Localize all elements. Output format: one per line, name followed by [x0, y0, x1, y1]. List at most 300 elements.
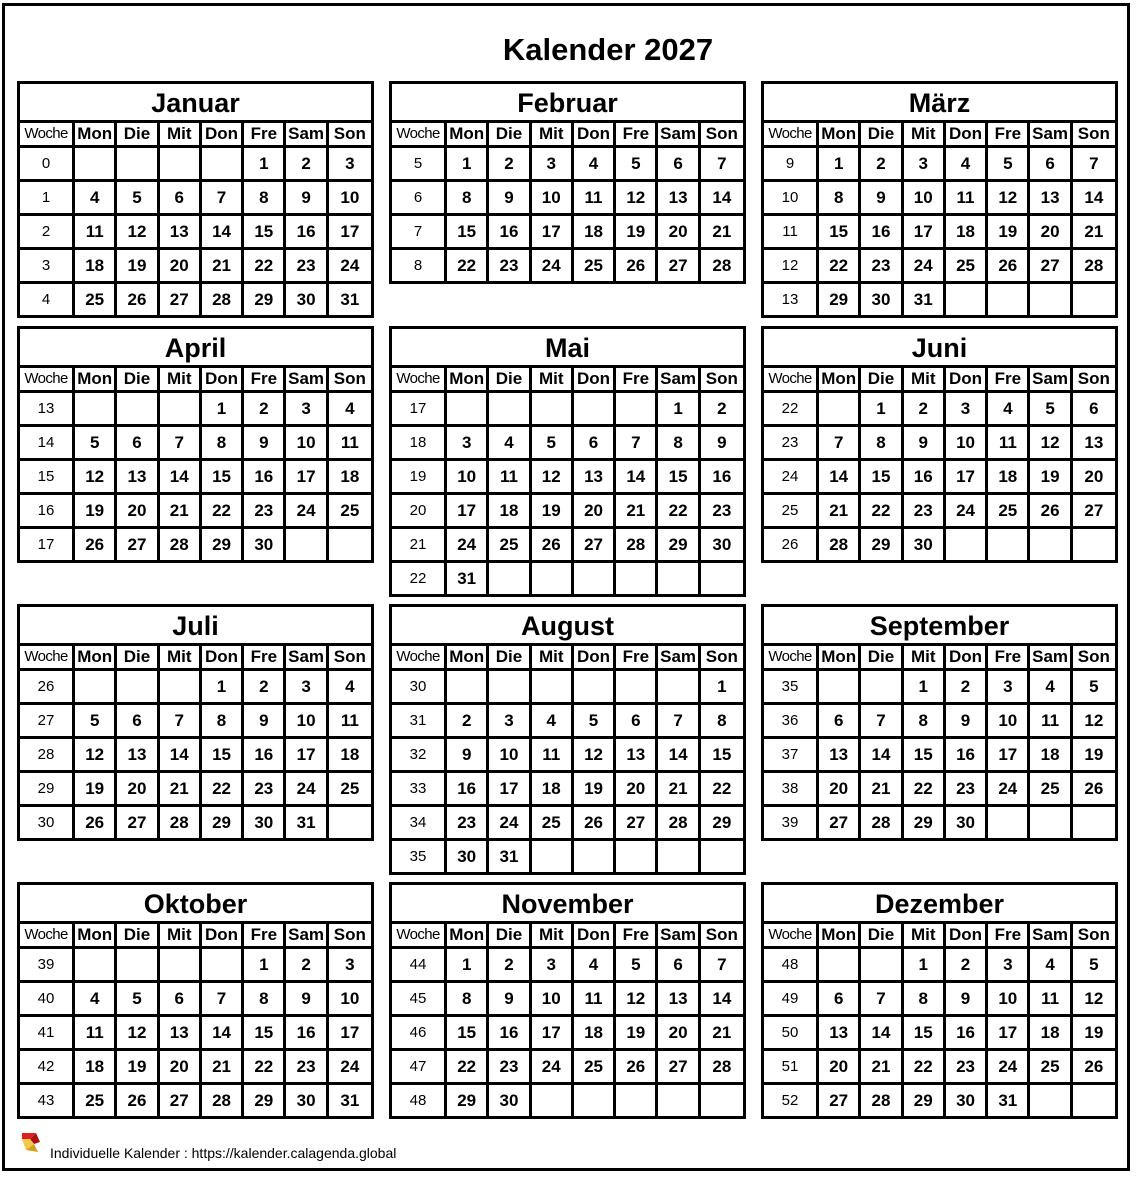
week-row	[392, 247, 743, 281]
day-cell: 12	[616, 983, 658, 1014]
week-row	[392, 1048, 743, 1082]
day-cell: 19	[75, 773, 117, 804]
week-number: 39	[764, 807, 819, 838]
week-row	[764, 1048, 1115, 1082]
day-cell: 30	[286, 284, 328, 315]
day-cell: 30	[286, 1085, 328, 1116]
week-number: 15	[20, 461, 75, 492]
day-cell	[160, 148, 202, 179]
week-number: 6	[392, 182, 447, 213]
day-cell: 4	[345, 399, 355, 418]
day-cell: 18	[489, 495, 531, 526]
month-name: Januar	[20, 84, 371, 123]
weekday-header	[392, 924, 743, 946]
weekday-label: Son	[333, 369, 366, 388]
day-cell: 11	[574, 182, 616, 213]
day-cell: 11	[532, 739, 574, 770]
day-cell: 21	[861, 1051, 903, 1082]
weekday-header	[20, 646, 371, 668]
day-cell: 18	[532, 773, 574, 804]
weekday-label: Fre	[244, 646, 286, 668]
weekday-header	[764, 646, 1115, 668]
week-column-label: Woche	[392, 368, 447, 390]
day-cell	[701, 1085, 743, 1116]
week-row	[392, 390, 743, 424]
weekday-label: Don	[946, 924, 988, 946]
day-cell	[1030, 1085, 1072, 1116]
day-cell: 2	[286, 148, 328, 179]
week-row	[392, 560, 743, 594]
week-row	[392, 980, 743, 1014]
week-row	[20, 1014, 371, 1048]
week-number: 11	[764, 216, 819, 247]
day-cell: 7	[202, 182, 244, 213]
day-cell	[946, 284, 988, 315]
week-column-label: Woche	[764, 368, 819, 390]
day-cell: 16	[286, 216, 328, 247]
weekday-header	[392, 646, 743, 668]
day-cell: 24	[988, 1051, 1030, 1082]
weekday-label: Fre	[244, 368, 286, 390]
day-cell: 14	[861, 1017, 903, 1048]
day-cell: 22	[202, 773, 244, 804]
weekday-label: Fre	[988, 646, 1030, 668]
day-cell	[329, 529, 371, 560]
week-row	[764, 281, 1115, 315]
day-cell: 17	[904, 216, 946, 247]
week-row	[764, 390, 1115, 424]
day-cell: 4	[75, 182, 117, 213]
weekday-label: Mit	[904, 368, 946, 390]
day-cell	[532, 671, 574, 702]
day-cell: 16	[904, 461, 946, 492]
day-cell: 1	[819, 148, 861, 179]
weekday-label: Fre	[616, 123, 658, 145]
day-cell: 12	[616, 182, 658, 213]
week-number: 32	[392, 739, 447, 770]
week-number: 8	[392, 250, 447, 281]
day-cell: 9	[904, 427, 946, 458]
weekday-label: Son	[1077, 369, 1110, 388]
day-cell	[616, 1085, 658, 1116]
day-cell	[160, 949, 202, 980]
day-cell: 13	[616, 739, 658, 770]
day-cell: 9	[286, 983, 328, 1014]
weekday-label: Die	[861, 123, 903, 145]
month-name: August	[392, 607, 743, 646]
day-cell: 12	[532, 461, 574, 492]
day-cell	[1073, 284, 1115, 315]
weekday-label: Die	[117, 924, 159, 946]
day-cell: 25	[574, 1051, 616, 1082]
week-row	[20, 458, 371, 492]
day-cell: 30	[946, 1085, 988, 1116]
day-cell: 20	[160, 1051, 202, 1082]
month-11	[389, 882, 746, 1119]
day-cell	[75, 671, 117, 702]
day-cell: 27	[160, 284, 202, 315]
day-cell: 9	[489, 182, 531, 213]
day-cell: 21	[616, 495, 658, 526]
month-name: September	[764, 607, 1115, 646]
weekday-label: Die	[117, 123, 159, 145]
day-cell	[988, 284, 1030, 315]
week-column-label: Woche	[20, 646, 75, 668]
day-cell: 20	[819, 1051, 861, 1082]
weekday-label: Fre	[244, 924, 286, 946]
day-cell: 1	[244, 949, 286, 980]
day-cell	[1030, 529, 1072, 560]
month-name: November	[392, 885, 743, 924]
month-1	[17, 81, 374, 318]
day-cell: 20	[1084, 467, 1104, 486]
day-cell	[574, 1085, 616, 1116]
day-cell: 24	[340, 1057, 360, 1076]
week-row	[20, 736, 371, 770]
week-number: 14	[20, 427, 75, 458]
day-cell: 5	[75, 705, 117, 736]
day-cell: 27	[160, 1085, 202, 1116]
day-cell: 18	[340, 467, 360, 486]
day-cell: 26	[1030, 495, 1072, 526]
day-cell	[75, 148, 117, 179]
day-cell: 10	[286, 427, 328, 458]
day-cell: 13	[160, 216, 202, 247]
day-cell: 29	[244, 284, 286, 315]
day-cell: 3	[946, 393, 988, 424]
weekday-header	[764, 123, 1115, 145]
day-cell: 2	[861, 148, 903, 179]
week-row	[764, 702, 1115, 736]
day-cell: 22	[447, 1051, 489, 1082]
day-cell	[75, 949, 117, 980]
day-cell: 11	[574, 983, 616, 1014]
week-row	[392, 804, 743, 838]
day-cell: 21	[861, 773, 903, 804]
week-row	[20, 804, 371, 838]
day-cell: 15	[244, 216, 286, 247]
day-cell: 3	[988, 949, 1030, 980]
week-number: 13	[764, 284, 819, 315]
month-10	[17, 882, 374, 1119]
day-cell: 13	[1084, 433, 1104, 452]
day-cell: 16	[489, 1017, 531, 1048]
day-cell: 27	[819, 1085, 861, 1116]
week-number: 35	[764, 671, 819, 702]
weekday-label: Mon	[447, 123, 489, 145]
month-name: April	[20, 329, 371, 368]
weekday-label: Mon	[75, 924, 117, 946]
weekday-label: Mit	[532, 924, 574, 946]
weekday-label: Sam	[286, 368, 328, 390]
day-cell: 21	[712, 222, 732, 241]
day-cell: 23	[244, 495, 286, 526]
day-cell: 26	[574, 807, 616, 838]
day-cell	[489, 393, 531, 424]
day-cell: 27	[1084, 501, 1104, 520]
day-cell: 3	[447, 427, 489, 458]
day-cell: 13	[658, 983, 700, 1014]
month-6	[761, 326, 1118, 563]
day-cell: 10	[340, 188, 360, 207]
week-number: 18	[392, 427, 447, 458]
day-cell: 12	[1030, 427, 1072, 458]
day-cell: 18	[75, 1051, 117, 1082]
week-number: 24	[764, 461, 819, 492]
week-number: 3	[20, 250, 75, 281]
day-cell: 21	[160, 495, 202, 526]
day-cell: 8	[861, 427, 903, 458]
month-5	[389, 326, 746, 597]
day-cell: 24	[988, 773, 1030, 804]
day-cell	[616, 393, 658, 424]
day-cell: 15	[904, 739, 946, 770]
day-cell: 24	[286, 495, 328, 526]
week-column-label: Woche	[20, 924, 75, 946]
day-cell: 9	[717, 433, 727, 452]
day-cell: 6	[616, 705, 658, 736]
day-cell: 19	[1084, 745, 1104, 764]
day-cell: 30	[244, 529, 286, 560]
day-cell: 1	[658, 393, 700, 424]
day-cell	[532, 563, 574, 594]
day-cell: 14	[1084, 188, 1104, 207]
day-cell: 23	[286, 250, 328, 281]
day-cell: 16	[712, 467, 732, 486]
day-cell: 13	[160, 1017, 202, 1048]
week-number: 44	[392, 949, 447, 980]
day-cell: 2	[447, 705, 489, 736]
day-cell: 14	[202, 216, 244, 247]
week-row	[392, 1014, 743, 1048]
day-cell: 14	[160, 461, 202, 492]
day-cell: 6	[574, 427, 616, 458]
day-cell: 8	[244, 182, 286, 213]
day-cell	[988, 529, 1030, 560]
weekday-header	[764, 368, 1115, 390]
day-cell: 22	[904, 1051, 946, 1082]
week-number: 46	[392, 1017, 447, 1048]
week-number: 47	[392, 1051, 447, 1082]
day-cell: 3	[345, 955, 355, 974]
day-cell: 10	[447, 461, 489, 492]
week-number: 7	[392, 216, 447, 247]
week-number: 41	[20, 1017, 75, 1048]
day-cell: 24	[489, 807, 531, 838]
week-row	[764, 492, 1115, 526]
day-cell: 29	[202, 529, 244, 560]
week-number: 39	[20, 949, 75, 980]
day-cell: 23	[489, 250, 531, 281]
day-cell: 20	[160, 250, 202, 281]
weekday-label: Son	[333, 925, 366, 944]
day-cell: 16	[244, 739, 286, 770]
weekday-label: Don	[202, 924, 244, 946]
day-cell: 7	[819, 427, 861, 458]
weekday-label: Sam	[1030, 646, 1072, 668]
day-cell: 28	[202, 284, 244, 315]
day-cell: 25	[340, 501, 360, 520]
week-row	[764, 213, 1115, 247]
day-cell: 7	[717, 955, 727, 974]
weekday-label: Mit	[532, 646, 574, 668]
week-row	[20, 424, 371, 458]
day-cell: 6	[819, 983, 861, 1014]
week-row	[764, 526, 1115, 560]
day-cell: 28	[160, 529, 202, 560]
day-cell: 9	[946, 983, 988, 1014]
day-cell: 5	[616, 949, 658, 980]
weekday-header	[392, 123, 743, 145]
week-column-label: Woche	[20, 123, 75, 145]
month-name: Juli	[20, 607, 371, 646]
day-cell	[574, 563, 616, 594]
day-cell: 15	[202, 461, 244, 492]
day-cell: 6	[1089, 399, 1099, 418]
day-cell: 15	[244, 1017, 286, 1048]
day-cell: 29	[658, 529, 700, 560]
week-column-label: Woche	[392, 924, 447, 946]
day-cell: 12	[574, 739, 616, 770]
day-cell: 18	[574, 1017, 616, 1048]
day-cell: 23	[946, 773, 988, 804]
day-cell: 10	[946, 427, 988, 458]
day-cell: 16	[489, 216, 531, 247]
day-cell: 14	[202, 1017, 244, 1048]
week-number: 37	[764, 739, 819, 770]
day-cell: 2	[244, 393, 286, 424]
day-cell: 30	[904, 529, 946, 560]
day-cell: 20	[616, 773, 658, 804]
day-cell: 3	[345, 154, 355, 173]
day-cell	[447, 671, 489, 702]
week-number: 0	[20, 148, 75, 179]
day-cell: 16	[946, 1017, 988, 1048]
day-cell: 17	[946, 461, 988, 492]
weekday-label: Son	[705, 124, 738, 143]
day-cell: 5	[117, 182, 159, 213]
day-cell: 13	[117, 739, 159, 770]
day-cell: 2	[946, 949, 988, 980]
day-cell	[532, 393, 574, 424]
weekday-label: Mon	[819, 924, 861, 946]
day-cell: 19	[117, 250, 159, 281]
day-cell: 1	[904, 671, 946, 702]
day-cell: 24	[340, 256, 360, 275]
day-cell: 29	[244, 1085, 286, 1116]
month-12	[761, 882, 1118, 1119]
week-row	[764, 179, 1115, 213]
week-number: 17	[392, 393, 447, 424]
day-cell: 20	[117, 773, 159, 804]
day-cell: 6	[160, 182, 202, 213]
day-cell	[861, 671, 903, 702]
weekday-label: Don	[574, 646, 616, 668]
week-column-label: Woche	[392, 123, 447, 145]
day-cell: 21	[712, 1023, 732, 1042]
week-row	[20, 390, 371, 424]
day-cell: 16	[447, 773, 489, 804]
day-cell: 31	[489, 841, 531, 872]
day-cell: 25	[946, 250, 988, 281]
day-cell: 15	[658, 461, 700, 492]
day-cell: 17	[286, 739, 328, 770]
day-cell: 11	[75, 1017, 117, 1048]
weekday-label: Mon	[447, 368, 489, 390]
day-cell: 12	[75, 739, 117, 770]
day-cell	[988, 807, 1030, 838]
week-number: 2	[20, 216, 75, 247]
day-cell: 10	[340, 989, 360, 1008]
week-row	[20, 145, 371, 179]
day-cell: 23	[489, 1051, 531, 1082]
day-cell	[117, 148, 159, 179]
day-cell: 7	[616, 427, 658, 458]
day-cell: 17	[988, 1017, 1030, 1048]
day-cell: 10	[988, 705, 1030, 736]
day-cell: 8	[658, 427, 700, 458]
day-cell: 25	[988, 495, 1030, 526]
day-cell: 9	[447, 739, 489, 770]
day-cell: 13	[658, 182, 700, 213]
day-cell: 5	[988, 148, 1030, 179]
day-cell: 27	[819, 807, 861, 838]
day-cell: 6	[117, 705, 159, 736]
week-row	[392, 736, 743, 770]
day-cell: 31	[286, 807, 328, 838]
day-cell: 2	[904, 393, 946, 424]
day-cell: 4	[345, 677, 355, 696]
day-cell	[574, 671, 616, 702]
day-cell: 11	[340, 711, 359, 730]
week-row	[392, 424, 743, 458]
day-cell: 18	[1030, 739, 1072, 770]
week-number: 23	[764, 427, 819, 458]
day-cell: 26	[75, 807, 117, 838]
day-cell: 23	[286, 1051, 328, 1082]
day-cell: 15	[861, 461, 903, 492]
day-cell: 22	[819, 250, 861, 281]
week-row	[20, 946, 371, 980]
week-number: 48	[392, 1085, 447, 1116]
weekday-label: Die	[861, 646, 903, 668]
day-cell: 21	[819, 495, 861, 526]
day-cell: 25	[489, 529, 531, 560]
day-cell	[1030, 807, 1072, 838]
week-row	[20, 980, 371, 1014]
week-number: 36	[764, 705, 819, 736]
week-row	[20, 492, 371, 526]
day-cell: 28	[202, 1085, 244, 1116]
day-cell: 7	[658, 705, 700, 736]
day-cell: 5	[1089, 677, 1099, 696]
weekday-label: Die	[489, 368, 531, 390]
day-cell: 27	[658, 250, 700, 281]
day-cell	[616, 563, 658, 594]
day-cell: 4	[1030, 671, 1072, 702]
week-row	[20, 668, 371, 702]
week-row	[764, 668, 1115, 702]
day-cell	[658, 563, 700, 594]
week-number: 42	[20, 1051, 75, 1082]
week-row	[764, 1082, 1115, 1116]
day-cell: 10	[532, 182, 574, 213]
week-number: 29	[20, 773, 75, 804]
week-row	[392, 668, 743, 702]
week-number: 35	[392, 841, 447, 872]
day-cell: 28	[861, 1085, 903, 1116]
day-cell: 7	[717, 154, 727, 173]
